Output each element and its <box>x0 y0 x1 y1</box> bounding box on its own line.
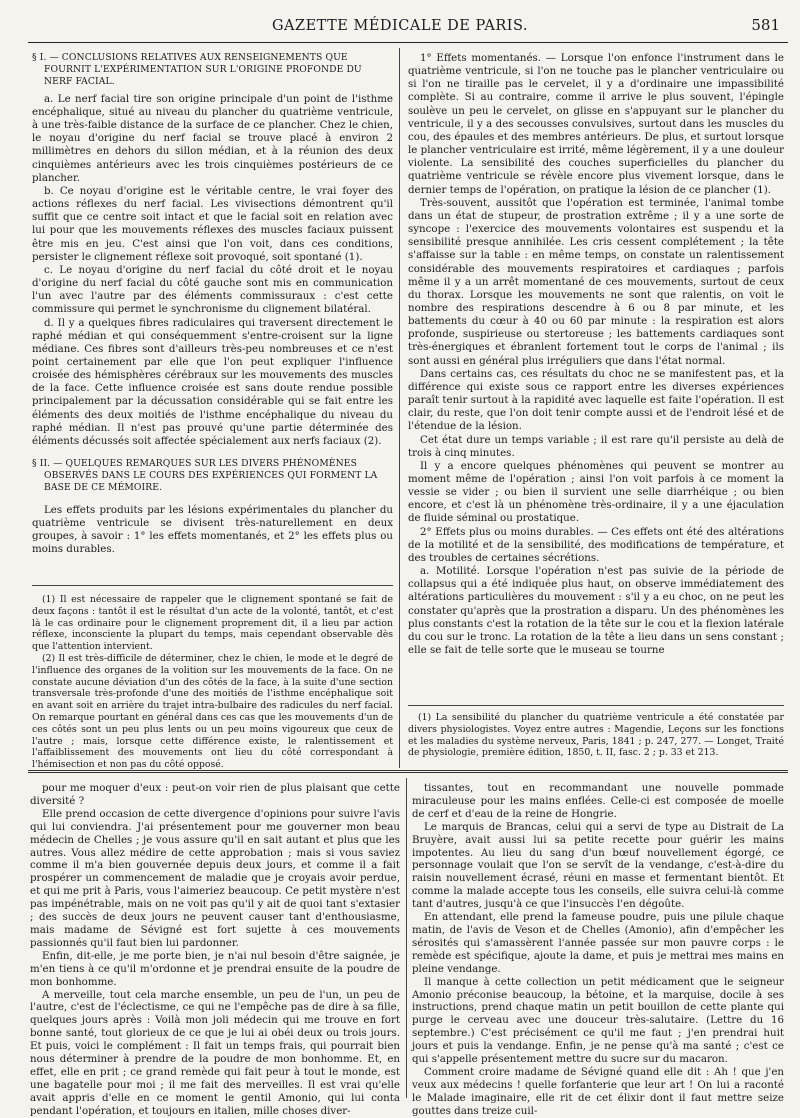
feuilleton-paragraph: Le marquis de Brancas, celui qui a servi de type au Distrait de La Bruyère, avait aussi lui sa petite recette pour guérir les mains impotentes. Au lieu du sang d'un bœuf nouvellement égorgé, ce personnage voulait que l'on se servît de la vendange, c'est-à-dire du raisin nouvellement écrasé, réuni en masse et fermentant bientôt. Et comme la malade accepte tous les conseils, elle suivra celui-là comme tant d'autres, jusqu'à ce que l'insuccès l'en dégoûte. <box>412 820 784 911</box>
paragraph-1: 1° Effets momentanés. — Lorsque l'on enfonce l'instrument dans le quatrième ventricule, si l'on ne touche pas le plancher ventriculaire ou si l'on ne tiraille pas le cervelet, il y a d'ordinaire une impassibilité complète. Si au contraire, comme il arrive le plus souvent, l'épingle soulève un peu le cervelet, on glisse en s'appuyant sur le plancher du ventricule, il y a des secousses convulsives, surtout dans les muscles du cou, des épaules et des membres antérieurs. De plus, et surtout lorsque le plancher ventriculaire est irrité, même légèrement, il y a une douleur violente. La sensibilité des couches superficielles du plancher du quatrième ventricule se révèle encore plus vivement lorsque, dans le dernier temps de l'opération, on pratique la lésion de ce plancher (1). <box>408 52 784 196</box>
feuilleton-right <box>412 782 784 1118</box>
feuilleton-paragraph: Elle prend occasion de cette divergence d'opinions pour suivre l'avis qui lui conviendra. J'ai présentement pour me gouverner mon beau médecin de Chelles ; je vous assure qu'il en sait autant et plus que les autres. Vous allez médire de cette approbation ; mais si vous saviez comme il m'a bien gouvernée depuis deux jours, et comme il a fait prospérer un commencement de maladie que je croyais avoir perdue, et qui me prit à Paris, vous l'aimeriez beaucoup. Ce petit mystère n'est pas impénétrable, mais on ne voit pas qu'il y ait de quoi tant s'extasier ; des succès de deux jours ne peuvent causer tant d'enthousiasme, mais madame de Sévigné est fort sujette à ces mouvements passionnés qu'il faut bien lui pardonner. <box>30 807 400 949</box>
right-column <box>408 52 784 657</box>
paragraph-a: a. Le nerf facial tire son origine principale d'un point de l'isthme encéphalique, situé au niveau du plancher du quatrième ventricule, à une très-faible distance de la surface de ce plancher. Chez le chien, le noyau d'origine du nerf facial se trouve placé à environ 2 millimètres en dehors du sillon médian, et à la réunion des deux cinquièmes antérieurs avec les trois cinquièmes postérieurs de ce plancher. <box>32 92 393 184</box>
section-heading-2: § II. — QUELQUES REMARQUES SUR LES DIVERS PHÉNOMÈNES OBSERVÉS DANS LE COURS DES EXPÉRIENCES QUI FORMENT LA BASE DE CE MÉMOIRE. <box>32 458 378 493</box>
footnote-rule <box>32 585 393 586</box>
section-heading-1: § I. — CONCLUSIONS RELATIVES AUX RENSEIGNEMENTS QUE FOURNIT L'EXPÉRIMENTATION SUR L'ORIGINE PROFONDE DU NERF FACIAL. <box>32 52 362 87</box>
footnote-1: (1) Il est nécessaire de rappeler que le clignement spontané se fait de deux façons : tantôt il est le résultat d'un acte de la volonté, tantôt, et c'est là le cas ordinaire pour le clignement proprement dit, il a lieu par action réflexe, inconsciente la plupart du temps, mais cependant observable dès que l'attention intervient. <box>32 594 393 653</box>
feuilleton-paragraph: Comment croire madame de Sévigné quand elle dit : Ah ! que j'en veux aux médecins ! quelle forfanterie que leur art ! On lui a raconté le Malade imaginaire, elle rit de cet élixir dont il faut mettre seize gouttes dans treize cuil- <box>412 1065 784 1117</box>
running-title: GAZETTE MÉDICALE DE PARIS. <box>271 18 529 34</box>
feuilleton-paragraph: En attendant, elle prend la fameuse poudre, puis une pilule chaque matin, de l'avis de Veson et de Chelles (Amonio), afin d'empêcher les sérosités qui s'amassèrent l'année passée sur mon pauvre corps : le remède est spécifique, ajoute la dame, et puis je mettrai mes mains en pleine vendange. <box>412 911 784 975</box>
feuilleton-paragraph: tissantes, tout en recommandant une nouvelle pommade miraculeuse pour les mains enflées. Celle-ci est composée de moelle de cerf et d'eau de la reine de Hongrie. <box>412 782 784 820</box>
paragraph-3: Dans certains cas, ces résultats du choc ne se manifestent pas, et la différence qui existe sous ce rapport entre les diverses expériences paraît tenir surtout à la rapidité avec laquelle est faite l'opération. Il est clair, du reste, que l'on doit tenir compte aussi et de l'endroit lésé et de l'étendue de la lésion. <box>408 367 784 433</box>
feuilleton-rule <box>28 770 788 773</box>
feuilleton-paragraph: pour me moquer d'eux : peut-on voir rien de plus plaisant que cette diversité ? <box>30 782 400 807</box>
feuilleton-paragraph: Il manque à cette collection un petit médicament que le seigneur Amonio préconise beaucoup, la bétoine, et la marquise, docile à ses instructions, prend chaque matin un petit bouillon de cette plante qui purge le cerveau avec une douceur très-salutaire. (Lettre du 16 septembre.) C'est précisément ce qu'il me faut ; j'en prendrai huit jours et puis la vendange. Enfin, je ne pense qu'à ma santé ; c'est ce qui s'appelle présentement mettre du sucre sur du macaron. <box>412 975 784 1066</box>
page-number: 581 <box>751 16 780 34</box>
header-rule <box>28 42 788 43</box>
feuilleton-left <box>30 782 400 1118</box>
paragraph-b: b. Ce noyau d'origine est le véritable centre, le vrai foyer des actions réflexes du nerf facial. Les vivisections démontrent qu'il suffit que ce centre soit intact et que le facial soit en relation avec lui pour que les mouvements réflexes des muscles faciaux puissent être mis en jeu. C'est ainsi que l'on voit, dans ces conditions, persister le clignement réflexe soit provoqué, soit spontané (1). <box>32 184 393 263</box>
paragraph-4: Cet état dure un temps variable ; il est rare qu'il persiste au delà de trois à cinq minutes. <box>408 433 784 459</box>
paragraph-2: Très-souvent, aussitôt que l'opération est terminée, l'animal tombe dans un état de stupeur, de prostration extrême ; il y a une sorte de syncope : l'exercice des mouvements volontaires est suspendu et la sensibilité presque annihilée. Les cris cessent complétement ; la tête s'affaisse sur la table : en même temps, on constate un ralentissement considérable des mouvements respiratoires et cardiaques ; parfois même il y a un arrêt momentané de ces mouvements, surtout de ceux du thorax. Lorsque les mouvements ne sont que ralentis, on voit le nombre des respirations descendre à 6 ou 8 par minute, et les battements du cœur à 40 ou 60 par minute : la respiration est alors profonde, suspirieuse ou stertoreuse ; les battements cardiaques sont très-énergiques et ébranlent fortement tout le corps de l'animal ; ils sont aussi en général plus irréguliers que dans l'état normal. <box>408 196 784 367</box>
paragraph-5: Il y a encore quelques phénomènes qui peuvent se montrer au moment même de l'opération ; ainsi l'on voit parfois à ce moment la vessie se vider ; ou bien il survient une selle diarrhéique ; ou bien encore, et c'est là un phénomène très-ordinaire, il y a une éjaculation de fluide séminal ou prostatique. <box>408 459 784 525</box>
left-footnotes <box>32 594 393 771</box>
feuilleton-divider <box>406 778 407 1098</box>
right-footnotes <box>408 712 784 759</box>
left-column <box>32 52 393 557</box>
footnote-2: (2) Il est très-difficile de déterminer, chez le chien, le mode et le degré de l'influence des organes de la volition sur les mouvements de la face. On ne constate aucune déviation d'un des côtés de la face, à la suite d'une section transversale très-profonde d'une des moitiés de l'isthme encéphalique soit en avant soit en arrière du trajet intra-bulbaire des radicules du nerf facial. On remarque pourtant en général dans ces cas que les mouvements d'un de ces côtés sont un peu plus lents ou un peu moins vigoureux que ceux de l'autre ; mais, lorsque cette différence existe, le ralentissement et l'affaiblissement des mouvements ont lieu du côté correspondant à l'hémisection et non pas du côté opposé. <box>32 652 393 771</box>
paragraph-intro: Les effets produits par les lésions expérimentales du plancher du quatrième ventricule se divisent très-naturellement en deux groupes, à savoir : 1° les effets momentanés, et 2° les effets plus ou moins durables. <box>32 503 393 556</box>
feuilleton-paragraph: A merveille, tout cela marche ensemble, un peu de l'un, un peu de l'autre, c'est de l'éclectisme, ce qui ne l'empêche pas de dire à sa fille, quelques jours après : Voilà mon joli médecin qui me trouve en fort bonne santé, tout glorieux de ce que je lui ai obéi deux ou trois jours. Et puis, voici le complément : Il fait un temps frais, qui pourrait bien nous déterminer à prendre de la poudre de mon bonhomme. Et, en effet, elle en prit ; ce grand remède qui fait peur à tout le monde, est une bagatelle pour moi ; il me fait des merveilles. Il est vrai qu'elle avait appris d'elle en ce moment le gentil Amonio, qui lui conta pendant l'opération, et toujours en italien, mille choses diver- <box>30 988 400 1117</box>
paragraph-c: c. Le noyau d'origine du nerf facial du côté droit et le noyau d'origine du nerf facial du côté gauche sont mis en communication l'un avec l'autre par des éléments commissuraux : c'est cette commissure qui permet le synchronisme du clignement bilatéral. <box>32 263 393 316</box>
footnote-rule-right <box>408 705 784 706</box>
column-divider <box>399 48 400 768</box>
footnote-right-1: (1) La sensibilité du plancher du quatrième ventricule a été constatée par divers physiologistes. Voyez entre autres : Magendie, Leçons sur les fonctions et les maladies du système nerveux, Paris, 1841 ; p. 247, 277. — Longet, Traité de physiologie, première édition, 1850, t. II, fasc. 2 ; p. 33 et 213. <box>408 712 784 759</box>
feuilleton-paragraph: Enfin, dit-elle, je me porte bien, je n'ai nul besoin d'être saignée, je m'en tiens à ce qu'il m'ordonne et je prendrai ensuite de la poudre de mon bonhomme. <box>30 949 400 988</box>
paragraph-7: a. Motilité. Lorsque l'opération n'est pas suivie de la période de collapsus qui a été indiquée plus haut, on observe immédiatement des altérations particulières du mouvement : s'il y a eu choc, on ne peut les constater qu'après que la prostration a disparu. Un des phénomènes les plus constants c'est la rotation de la tête sur le cou et la flexion latérale du cou sur le tronc. La rotation de la tête a lieu dans un sens constant ; elle se fait de telle sorte que le museau se tourne <box>408 565 784 657</box>
paragraph-6: 2° Effets plus ou moins durables. — Ces effets ont été des altérations de la motilité et de la sensibilité, des modifications de température, et des troubles de certaines sécrétions. <box>408 525 784 564</box>
paragraph-d: d. Il y a quelques fibres radiculaires qui traversent directement le raphé médian et qui conséquemment s'entre-croisent sur la ligne médiane. Ces fibres sont d'ailleurs très-peu nombreuses et ce n'est point certainement par elle que l'on peut expliquer l'influence croisée des hémisphères cérébraux sur les mouvements des muscles de la face. Cette influence croisée est sans doute rendue possible principalement par la décussation considérable qui se fait entre les éléments des deux moitiés de l'isthme encéphalique du niveau du raphé médian. Il n'est pas prouvé qu'une partie déterminée des éléments décussés soit affectée spécialement aux nerfs faciaux (2). <box>32 316 393 447</box>
